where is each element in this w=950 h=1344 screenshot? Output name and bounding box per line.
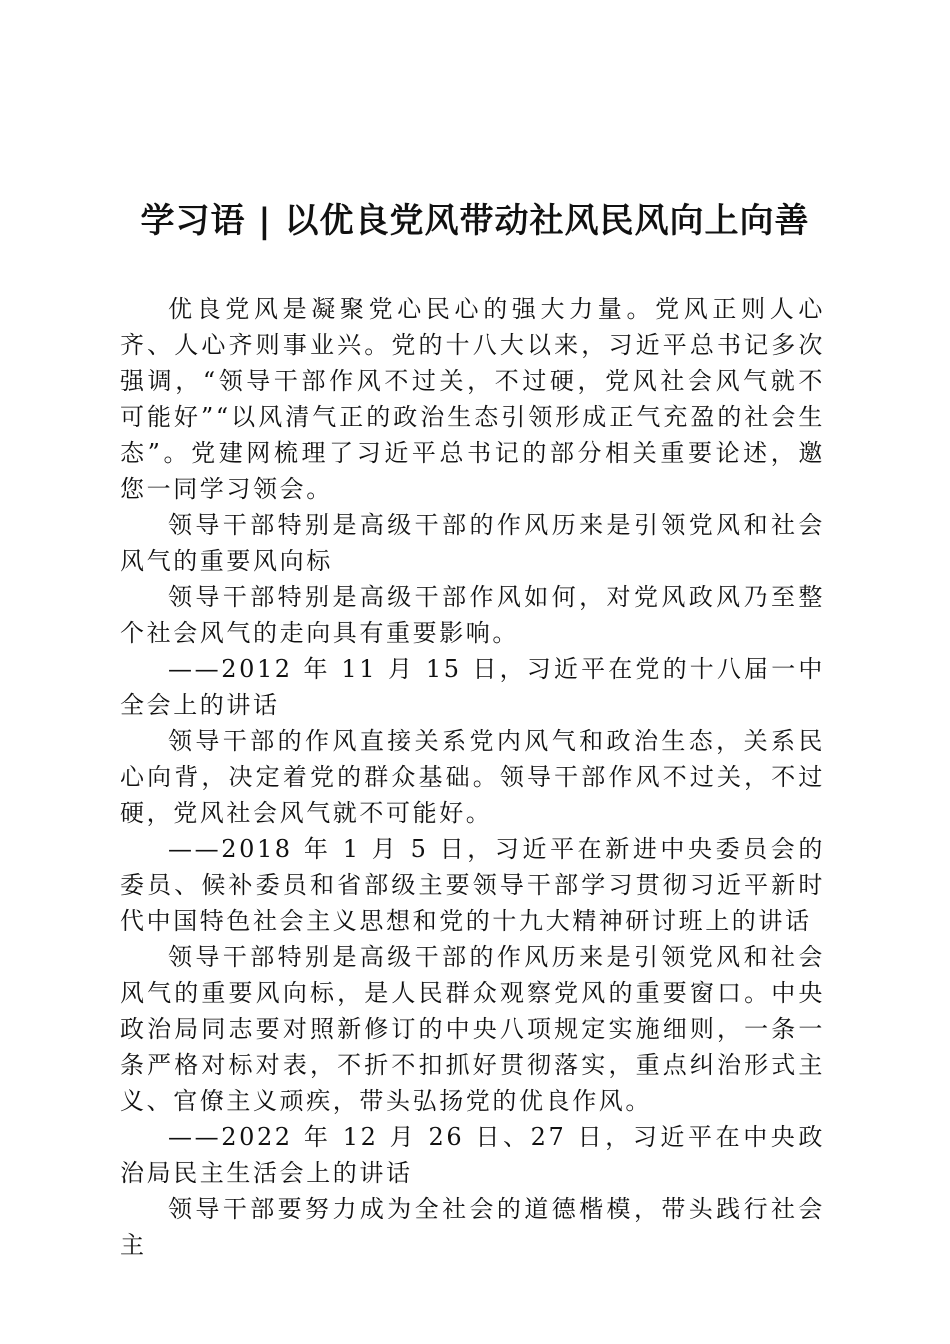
- paragraph-intro: 优良党风是凝聚党心民心的强大力量。党风正则人心齐、人心齐则事业兴。党的十八大以来，习近平总书记多次强调，“领导干部作风不过关，不过硬，党风社会风气就不可能好”“以风清气正的政治生态引领形成正气充盈的社会生态”。党建网梳理了习近平总书记的部分相关重要论述，邀您一同学习领会。: [120, 295, 825, 503]
- document-body: [120, 291, 825, 1263]
- paragraph-source: ——2012 年 11 月 15 日，习近平在党的十八届一中全会上的讲话: [120, 655, 825, 719]
- paragraph-source: ——2022 年 12 月 26 日、27 日，习近平在中央政治局民主生活会上的讲话: [120, 1123, 825, 1187]
- paragraph-quote: 领导干部的作风直接关系党内风气和政治生态，关系民心向背，决定着党的群众基础。领导干部作风不过关，不过硬，党风社会风气就不可能好。: [120, 727, 825, 827]
- paragraph-quote: 领导干部特别是高级干部的作风历来是引领党风和社会风气的重要风向标，是人民群众观察党风的重要窗口。中央政治局同志要对照新修订的中央八项规定实施细则，一条一条严格对标对表，不折不扣抓好贯彻落实，重点纠治形式主义、官僚主义顽疾，带头弘扬党的优良作风。: [120, 943, 825, 1115]
- paragraph-quote: 领导干部特别是高级干部作风如何，对党风政风乃至整个社会风气的走向具有重要影响。: [120, 583, 825, 647]
- paragraph-source: ——2018 年 1 月 5 日，习近平在新进中央委员会的委员、候补委员和省部级主要领导干部学习贯彻习近平新时代中国特色社会主义思想和党的十九大精神研讨班上的讲话: [120, 835, 825, 935]
- document-title: 学习语 | 以优良党风带动社风民风向上向善: [140, 201, 810, 241]
- paragraph-quote: 领导干部要努力成为全社会的道德楷模，带头践行社会主: [120, 1195, 825, 1259]
- paragraph-subheading: 领导干部特别是高级干部的作风历来是引领党风和社会风气的重要风向标: [120, 511, 825, 575]
